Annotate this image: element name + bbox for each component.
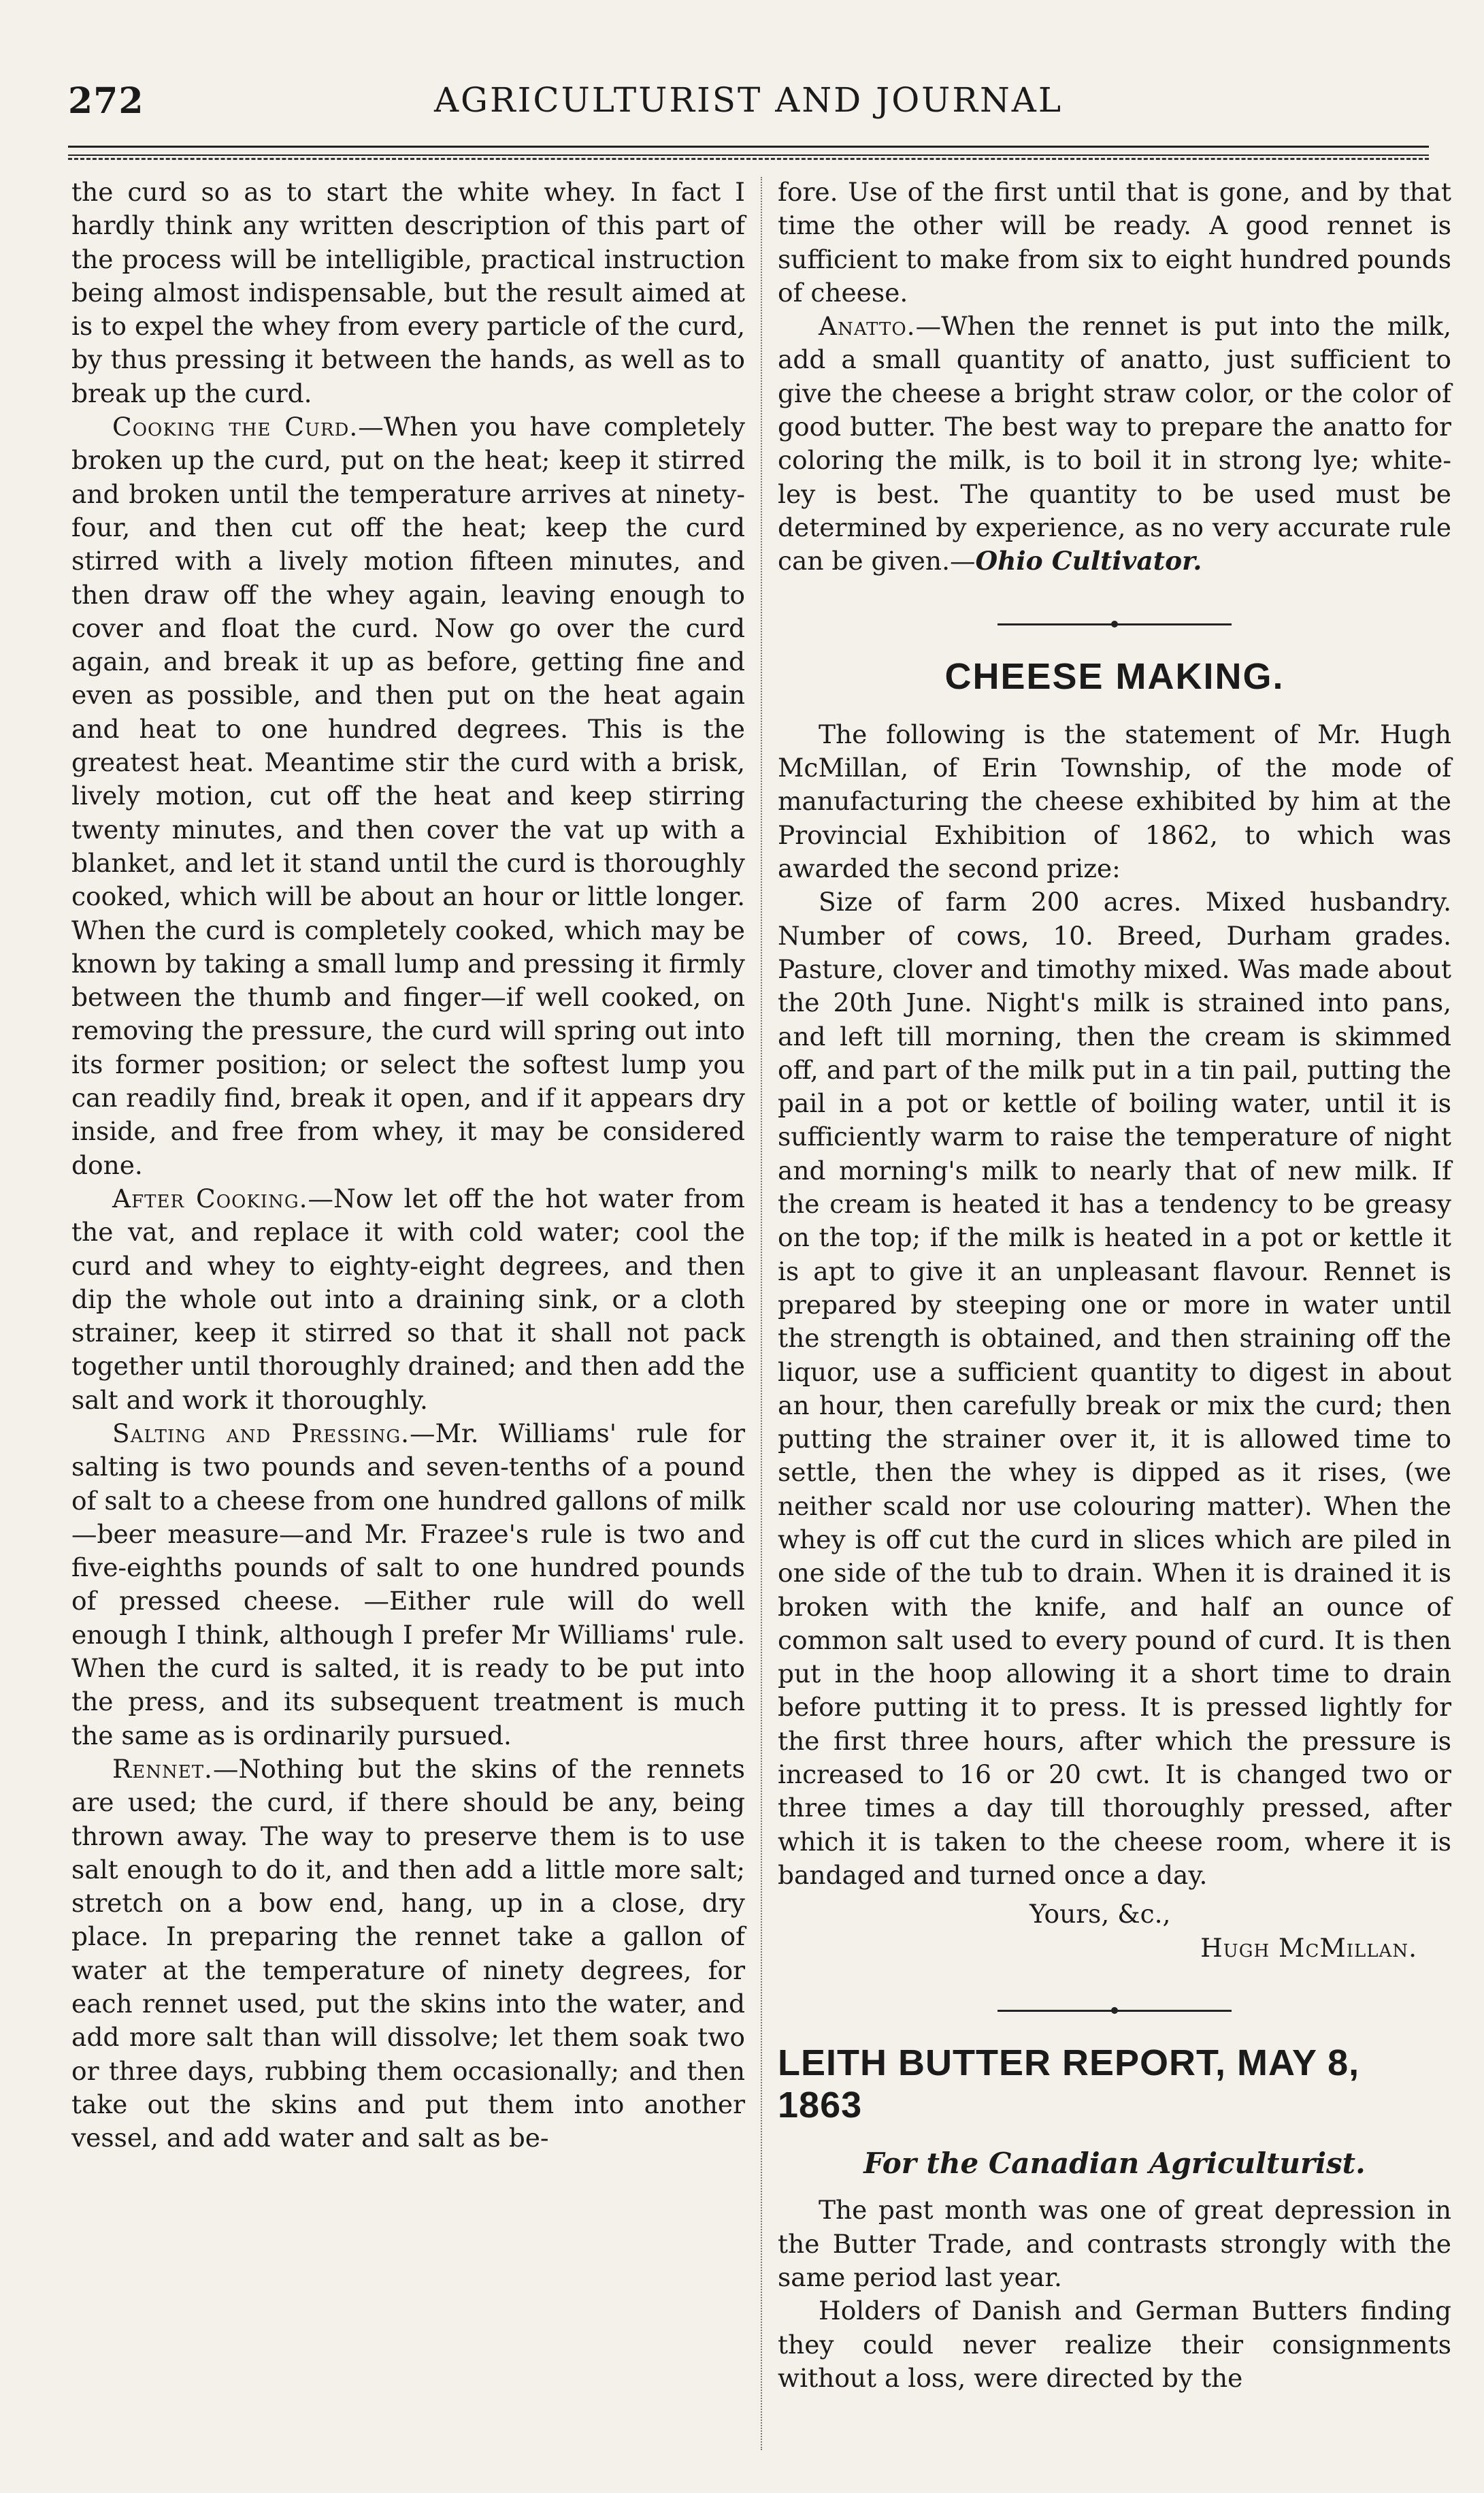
running-title: AGRICULTURIST AND JOURNAL [433,80,1063,120]
after-cooking-heading: After Cooking. [112,1183,308,1213]
cooking-text: —When you have completely broken up the curd, put on the heat; keep it stirred and broken until the temperature arrives at ninety-four, and then cut off the heat; keep the curd stirred with a lively motion fifteen minutes, and then draw off the whey again, leaving enough to cover and float the curd. Now go over the curd again, and break it up as before, getting fine and even as possible, and then put on the heat again and heat to one hundred degrees. This is the greatest heat. Meantime stir the curd with a brisk, lively motion, cut off the heat and keep stirring twenty minutes, and then cover the vat up with a blanket, and let it stand until the curd is thoroughly cooked, which will be about an hour or little longer. When the curd is completely cooked, which may be known by taking a small lump and pressing it firmly between the thumb and finger—if well cooked, on removing the pressure, the curd will spring out into its former position; or select the softest lump you can readily find, break it open, and if it appears dry inside, and free from whey, it may be considered done. [71,412,745,1180]
letter-signature: Hugh McMillan. [1200,1932,1417,1963]
page-number: 272 [68,80,144,122]
paragraph-rennet [71,1753,745,2155]
letter-signoff: Yours, &c., [1029,1899,1171,1929]
anatto-text: —When the rennet is put into the milk, add a small quantity of anatto, just sufficient to give the cheese a bright straw color, or the color of good butter. The best way to prepare the anatto for coloring the milk, is to boil it in strong lye; white-ley is best. The quantity to be used must be determined by experience, as no very accurate rule can be given.— [778,311,1451,576]
paragraph-mcmillan-intro: The following is the statement of Mr. Hugh McMillan, of Erin Township, of the mode of manufacturing the cheese exhibited by him at the Provincial Exhibition of 1862, to which was awarded the second prize: [778,719,1451,884]
source-credit: Ohio Cultivator. [975,546,1202,576]
paragraph-butter-depression: The past month was one of great depression in the Butter Trade, and contrasts strongly with the same period last year. [778,2195,1451,2293]
paragraph-rennet-continued: fore. Use of the first until that is gone, and by that time the other will be ready. A good rennet is sufficient to make from six to eight hundred pounds of cheese. [778,177,1451,308]
salting-heading: Salting and Pressing. [112,1418,410,1448]
left-column [71,176,745,2155]
section-separator [778,606,1451,639]
paragraph-curd-whey: the curd so as to start the white whey. In fact I hardly think any written description of this part of the process will be intelligible, practical instruction being almost indispensable, but the result aimed at is to expel the whey from every particle of the curd, by thus pressing it between the hands, as well as to break up the curd. [71,177,745,408]
paragraph-anatto [778,310,1451,578]
leith-butter-heading: LEITH BUTTER REPORT, MAY 8, 1863 [778,2042,1360,2126]
page-header [68,80,1429,128]
after-cooking-text: —Now let off the hot water from the vat, and replace it with cold water; cool the curd and whey to eighty-eight degrees, and then dip the whole out into a draining sink, or a cloth strainer, keep it stirred so that it shall not pack together until thoroughly drained; and then add the salt and work it thoroughly. [71,1183,745,1415]
cooking-heading: Cooking the Curd. [112,412,359,442]
column-divider [761,177,762,2450]
section-separator-2 [778,1992,1451,2025]
paragraph-cooking-the-curd [71,410,745,1182]
salting-text: —Mr. Williams' rule for salting is two pounds and seven-tenths of a pound of salt to a cheese from one hundred gallons of milk—beer measure—and Mr. Frazee's rule is two and five-eighths pounds of salt to one hundred pounds of pressed cheese. —Either rule will do well enough I think, although I prefer Mr Williams' rule. When the curd is salted, it is ready to be put into the press, and its subsequent treatment is much the same as is ordinarily pursued. [71,1418,745,1750]
paragraph-salting-pressing [71,1417,745,1753]
right-column [778,176,1451,2395]
rennet-text: —Nothing but the skins of the rennets are used; the curd, if there should be any, being thrown away. The way to preserve them is to use salt enough to do it, and then add a little more salt; stretch on a bow end, hang, up in a close, dry place. In preparing the rennet take a gallon of water at the temperature of ninety degrees, for each rennet used, put the skins into the water, and add more salt than will dissolve; let them soak two or three days, rubbing them occasionally; and then take out the skins and put them into another vessel, and add water and salt as be- [71,1753,745,2153]
paragraph-danish-german: Holders of Danish and German Butters finding they could never realize their consignments without a loss, were directed by the [778,2296,1451,2393]
paragraph-mcmillan-method: Size of farm 200 acres. Mixed husbandry. Number of cows, 10. Breed, Durham grades. Pasture, clover and timothy mixed. Was made about the 20th June. Night's milk is strained into pans, and left till morning, then the cream is skimmed off, and part of the milk put in a tin pail, putting the pail in a pot or kettle of boiling water, until it is sufficiently warm to raise the temperature of night and morning's milk to nearly that of new milk. If the cream is heated it has a tendency to be greasy on the top; if the milk is heated in a pot or kettle it is apt to give it an unpleasant flavour. Rennet is prepared by steeping one or more in water until the strength is obtained, and then straining off the liquor, use a sufficient quantity to digest in about an hour, then carefully break or mix the curd; then putting the strainer over it, it is allowed time to settle, then the whey is dipped as it rises, (we neither scald nor use colouring matter). When the whey is off cut the curd in slices which are piled in one side of the tub to drain. When it is drained it is broken with the knife, and half an ounce of common salt used to every pound of curd. It is then put in the hoop allowing it a short time to drain before putting it to press. It is pressed lightly for the first three hours, after which the pressure is increased to 16 or 20 cwt. It is changed two or three times a day till thoroughly pressed, after which it is taken to the cheese room, where it is bandaged and turned once a day. [778,887,1451,1890]
rennet-heading: Rennet. [112,1753,213,1784]
cheese-making-heading: CHEESE MAKING. [944,655,1285,697]
paragraph-after-cooking [71,1182,745,1417]
header-dashed-rule [68,158,1429,160]
anatto-heading: Anatto. [819,311,916,342]
header-rule [68,146,1429,156]
article-byline: For the Canadian Agriculturist. [863,2147,1366,2181]
